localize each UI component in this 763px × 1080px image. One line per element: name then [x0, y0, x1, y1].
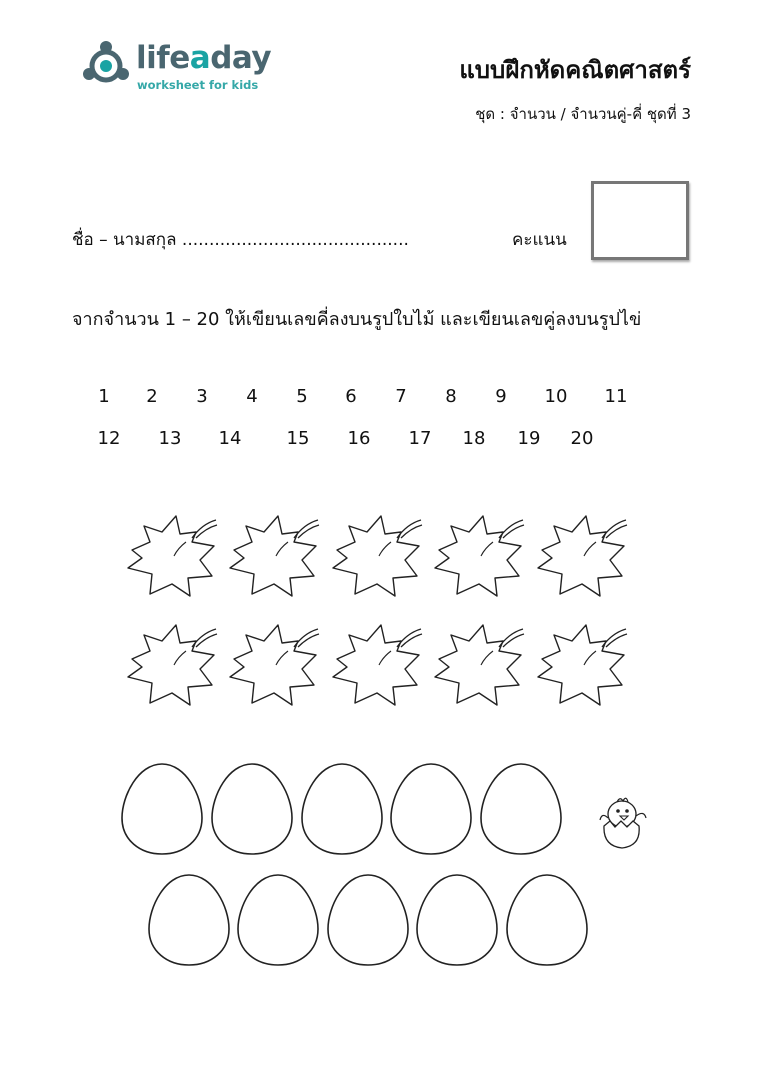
- egg-shape-icon: [210, 762, 294, 856]
- number-label: 1: [98, 386, 110, 407]
- molecule-logo-icon: [82, 38, 132, 90]
- number-label: 13: [158, 428, 182, 449]
- leaf-shape-icon: [325, 508, 425, 602]
- brand-tagline: worksheet for kids: [137, 78, 259, 92]
- score-label: คะแนน: [512, 230, 567, 250]
- number-label: 8: [445, 386, 457, 407]
- number-label: 6: [345, 386, 357, 407]
- number-label: 4: [246, 386, 258, 407]
- number-label: 15: [286, 428, 310, 449]
- egg-shape-icon: [236, 873, 320, 967]
- worksheet-title: แบบฝึกหัดคณิตศาสตร์: [459, 56, 691, 84]
- leaf-shape-icon: [120, 508, 220, 602]
- number-label: 16: [347, 428, 371, 449]
- number-label: 14: [218, 428, 242, 449]
- number-label: 20: [570, 428, 594, 449]
- egg-shape-icon: [389, 762, 473, 856]
- leaf-shape-icon: [120, 617, 220, 711]
- chick-in-eggshell-icon: [596, 790, 652, 852]
- egg-shape-icon: [147, 873, 231, 967]
- number-label: 11: [604, 386, 628, 407]
- name-field-label: ชื่อ – นามสกุล ..........................................: [72, 230, 409, 250]
- leaf-shape-icon: [325, 617, 425, 711]
- number-label: 7: [395, 386, 407, 407]
- egg-shape-icon: [505, 873, 589, 967]
- leaf-shape-icon: [530, 617, 630, 711]
- leaf-shape-icon: [222, 617, 322, 711]
- number-label: 18: [462, 428, 486, 449]
- number-label: 5: [296, 386, 308, 407]
- number-label: 19: [517, 428, 541, 449]
- number-label: 3: [196, 386, 208, 407]
- leaf-shape-icon: [222, 508, 322, 602]
- egg-shape-icon: [300, 762, 384, 856]
- number-label: 10: [544, 386, 568, 407]
- egg-shape-icon: [479, 762, 563, 856]
- worksheet-subtitle: ชุด : จำนวน / จำนวนคู่-คี่ ชุดที่ 3: [475, 105, 691, 123]
- number-label: 17: [408, 428, 432, 449]
- brand-name: lifeaday: [136, 40, 272, 76]
- egg-shape-icon: [415, 873, 499, 967]
- leaf-shape-icon: [427, 508, 527, 602]
- number-label: 9: [495, 386, 507, 407]
- brand-logo: [82, 38, 272, 94]
- egg-shape-icon: [326, 873, 410, 967]
- leaf-shape-icon: [427, 617, 527, 711]
- instruction-text: จากจำนวน 1 – 20 ให้เขียนเลขคี่ลงบนรูปใบไม้ และเขียนเลขคู่ลงบนรูปไข่: [72, 309, 642, 330]
- score-box: [591, 181, 689, 260]
- number-label: 12: [97, 428, 121, 449]
- number-label: 2: [146, 386, 158, 407]
- leaf-shape-icon: [530, 508, 630, 602]
- egg-shape-icon: [120, 762, 204, 856]
